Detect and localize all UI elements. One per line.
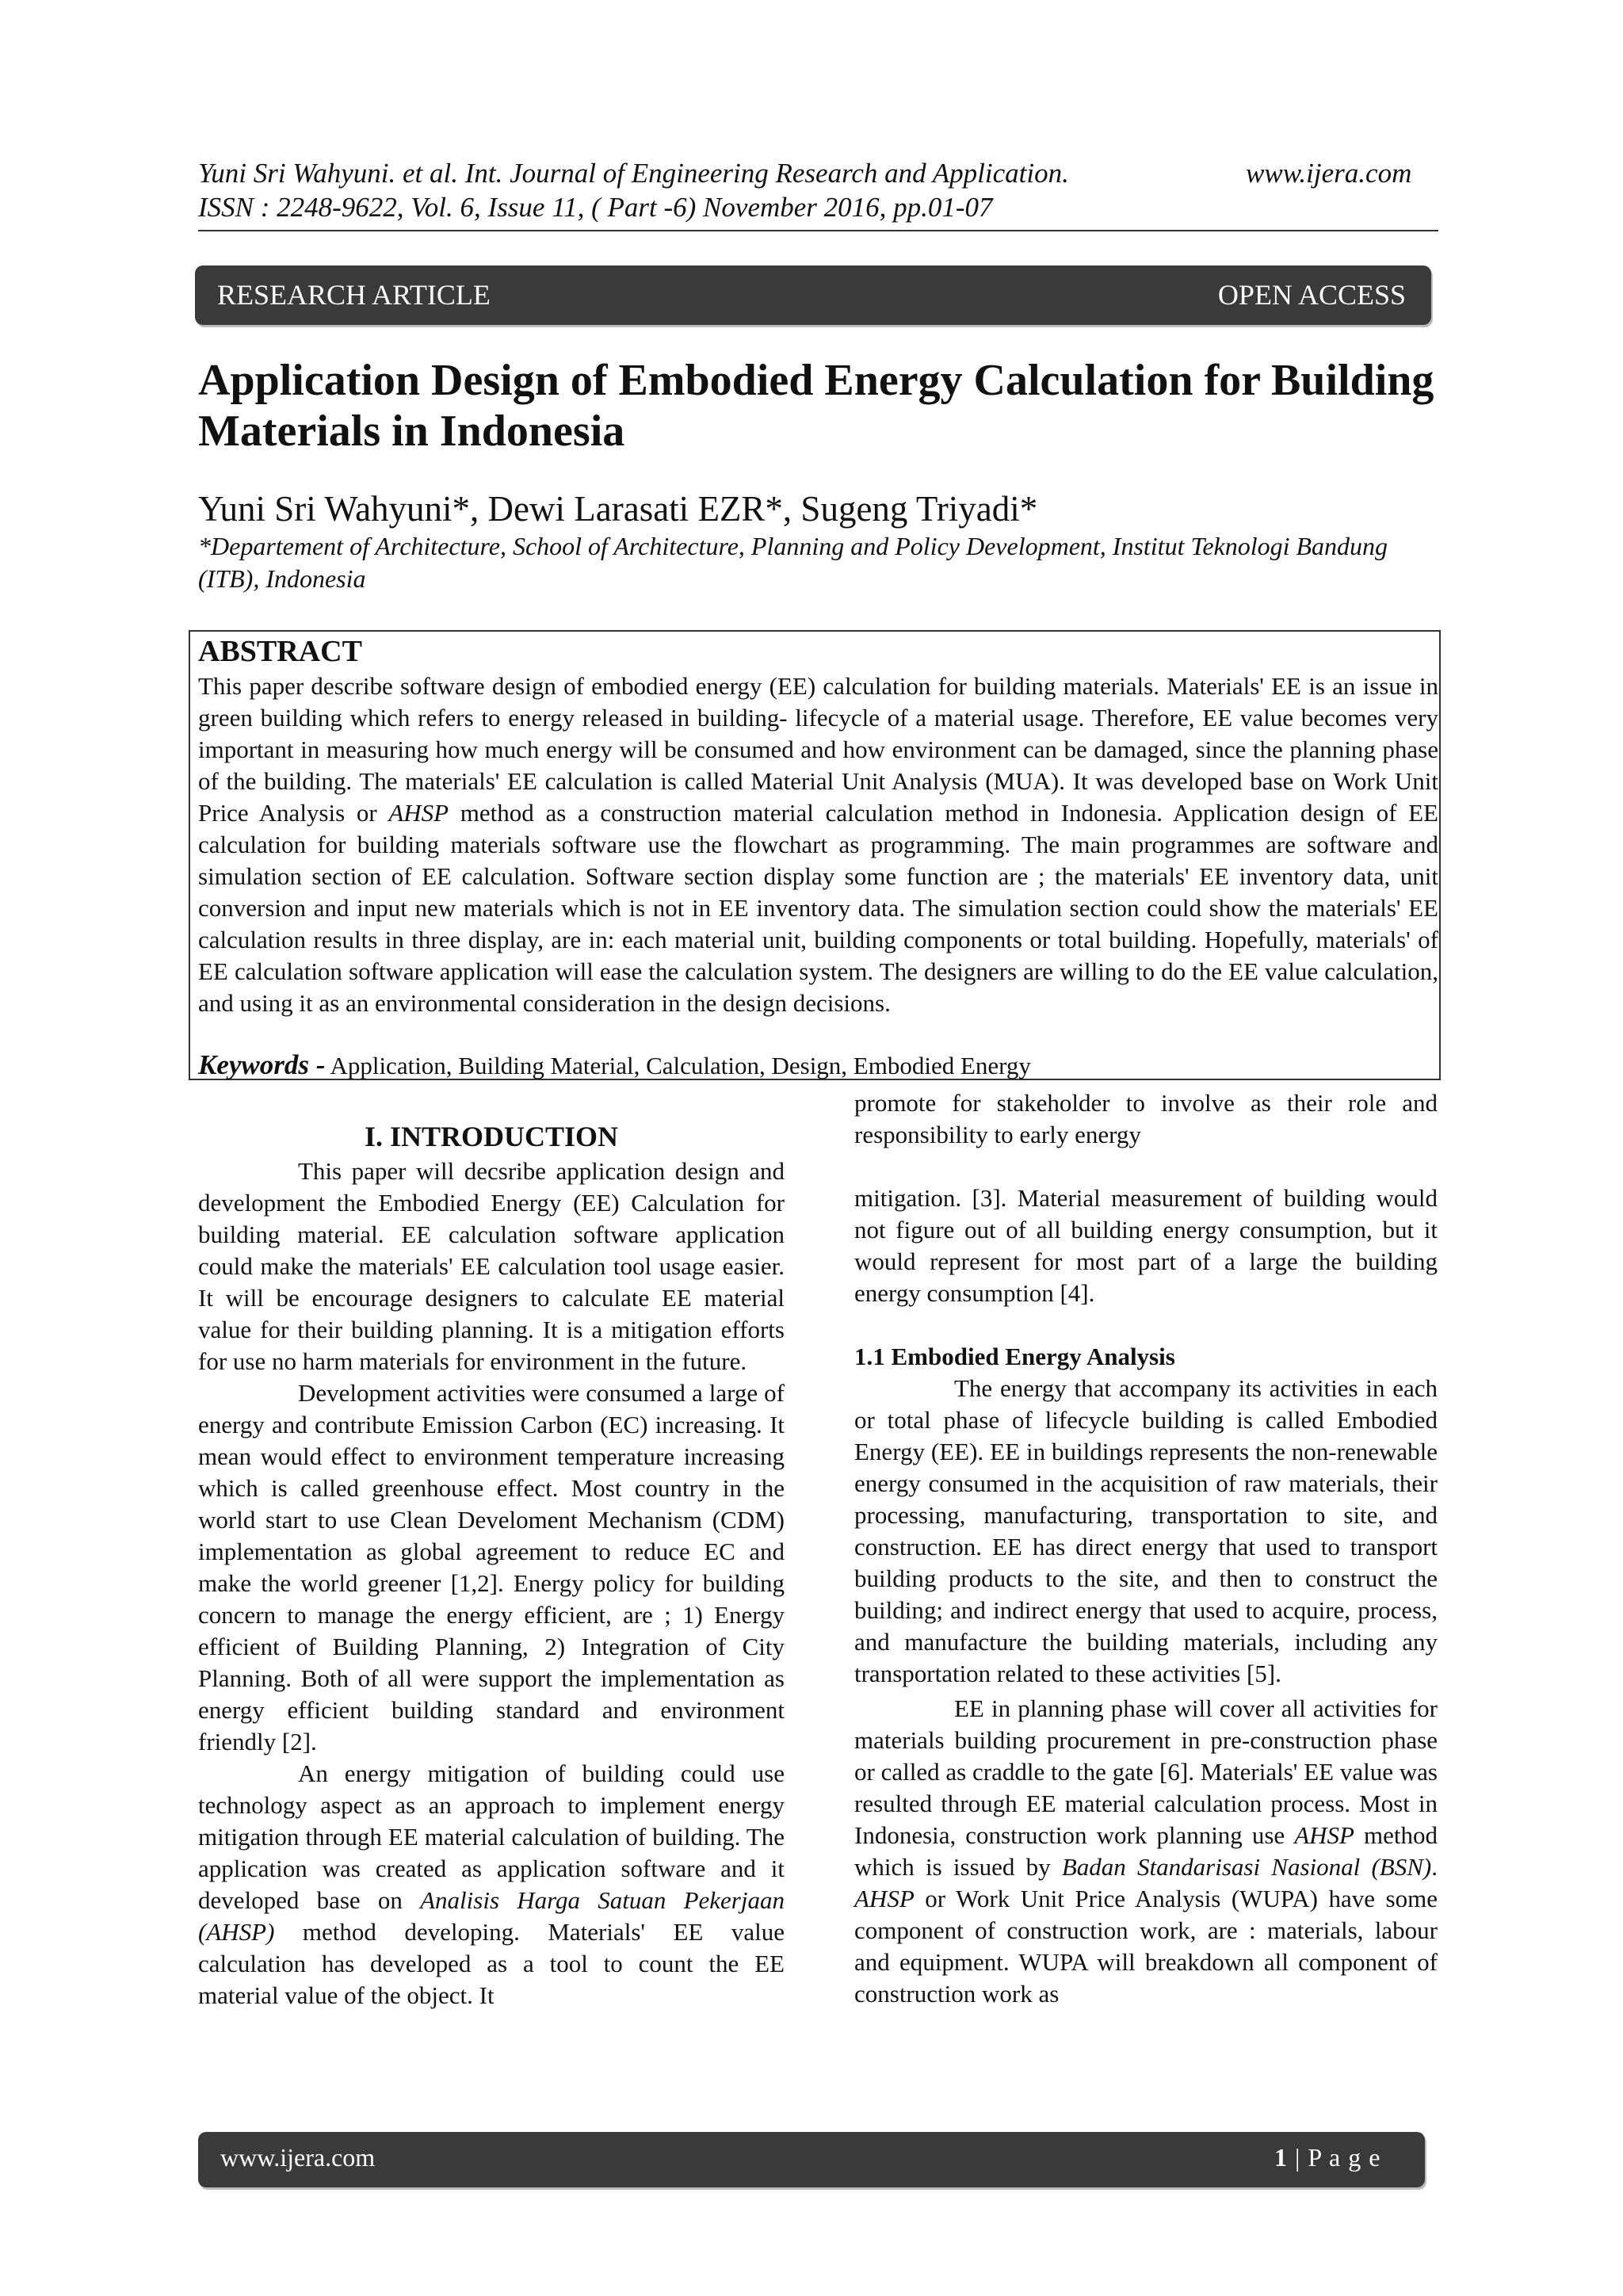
keywords-line [198, 1049, 1438, 1082]
right-paragraph-0: promote for stakeholder to involve as their role and responsibility to early energy [854, 1089, 1438, 1148]
journal-url-footer[interactable]: www.ijera.com [220, 2143, 376, 2172]
abstract-heading: ABSTRACT [198, 635, 362, 668]
journal-url-header[interactable]: www.ijera.com [1246, 158, 1412, 189]
page-number: 1 | P a g e [1274, 2143, 1381, 2172]
subsection-heading-embodied-energy: 1.1 Embodied Energy Analysis [854, 1343, 1175, 1370]
intro-paragraph-3: An energy mitigation of building could use technology aspect as an approach to implement energy mitigation through EE material calculation of building. The application was created as application software and it developed base on Analisis Harga Satuan Pekerjaan (AHSP) method developing. Materials' EE value calculation has developed as a tool to count the EE material value of the object. It [198, 1759, 785, 2009]
right-column-top [854, 1087, 1438, 1151]
paper-title: Application Design of Embodied Energy Calculation for Building Materials in Indonesia [198, 356, 1434, 456]
page-footer-bar [198, 2132, 1425, 2187]
right-column-body [854, 1373, 1438, 2010]
ee-analysis-paragraph-2: EE in planning phase will cover all activities for materials building procurement in pre-construction phase or called as craddle to the gate [6]. Materials' EE value was resulted through EE material calculation process. Most in Indonesia, construction work planning use AHSP method which is issued by Badan Standarisasi Nasional (BSN). AHSP or Work Unit Price Analysis (WUPA) have some component of construction work, are : materials, labour and equipment. WUPA will breakdown all component of construction work as [854, 1694, 1438, 2008]
header-divider [198, 230, 1438, 231]
author-affiliation: *Departement of Architecture, School of Architecture, Planning and Policy Development, Institut Teknologi Bandung (ITB), Indonesia [198, 532, 1388, 593]
article-type-banner [195, 266, 1431, 325]
right-column-continued [854, 1182, 1438, 1309]
keywords-list: Application, Building Material, Calculation, Design, Embodied Energy [325, 1052, 1031, 1079]
journal-citation-line1: Yuni Sri Wahyuni. et al. Int. Journal of Engineering Research and Application. [198, 158, 1069, 189]
open-access-label: OPEN ACCESS [1217, 279, 1406, 311]
left-column-body [198, 1156, 785, 2011]
abstract-text: This paper describe software design of embodied energy (EE) calculation for building materials. Materials' EE is an issue in green building which refers to energy released in building- lifecycle of a material usage. Therefore, EE value becomes very important in measuring how much energy will be consumed and how environment can be damaged, since the planning phase of the building. The materials' EE calculation is called Material Unit Analysis (MUA). It was developed base on Work Unit Price Analysis or AHSP method as a construction material calculation method in Indonesia. Application design of EE calculation for building materials software use the flowchart as programming. The main programmes are software and simulation section of EE calculation. Software section display some function are ; the materials' EE inventory data, unit conversion and input new materials which is not in EE inventory data. The simulation section could show the materials' EE calculation results in three display, are in: each material unit, building components or total building. Hopefully, materials' of EE calculation software application will ease the calculation system. The designers are willing to do the EE value calculation, and using it as an environmental consideration in the design decisions. [198, 672, 1438, 1017]
article-type-label: RESEARCH ARTICLE [217, 279, 491, 311]
keywords-label: Keywords - [198, 1049, 326, 1080]
intro-paragraph-2: Development activities were consumed a large of energy and contribute Emission Carbon (EC) increasing. It mean would effect to environment temperature increasing which is called greenhouse effect. Most country in the world start to use Clean Develoment Mechanism (CDM) implementation as global agreement to reduce EC and make the world greener [1,2]. Energy policy for building concern to manage the energy efficient, are ; 1) Energy efficient of Building Planning, 2) Integration of City Planning. Both of all were support the implementation as energy efficient building standard and environment friendly [2]. [198, 1379, 785, 1755]
section-heading-introduction: I. INTRODUCTION [364, 1121, 619, 1152]
author-list: Yuni Sri Wahyuni*, Dewi Larasati EZR*, Sugeng Triyadi* [198, 489, 1038, 529]
intro-paragraph-1: This paper will decsribe application design and development the Embodied Energy (EE) Calculation for building material. EE calculation software application could make the materials' EE calculation tool usage easier. It will be encourage designers to calculate EE material value for their building planning. It is a mitigation efforts for use no harm materials for environment in the future. [198, 1157, 785, 1375]
ee-analysis-paragraph-1: The energy that accompany its activities in each or total phase of lifecycle building is called Embodied Energy (EE). EE in buildings represents the non-renewable energy consumed in the acquisition of raw materials, their processing, manufacturing, transportation to site, and construction. EE has direct energy that used to transport building products to the site, and then to construct the building; and indirect energy that used to acquire, process, and manufacture the building materials, including any transportation related to these activities [5]. [854, 1374, 1438, 1687]
right-paragraph-1: mitigation. [3]. Material measurement of building would not figure out of all building energy consumption, but it would represent for most part of a large the building energy consumption [4]. [854, 1184, 1438, 1307]
journal-citation-line2: ISSN : 2248-9622, Vol. 6, Issue 11, ( Part -6) November 2016, pp.01-07 [198, 192, 993, 223]
